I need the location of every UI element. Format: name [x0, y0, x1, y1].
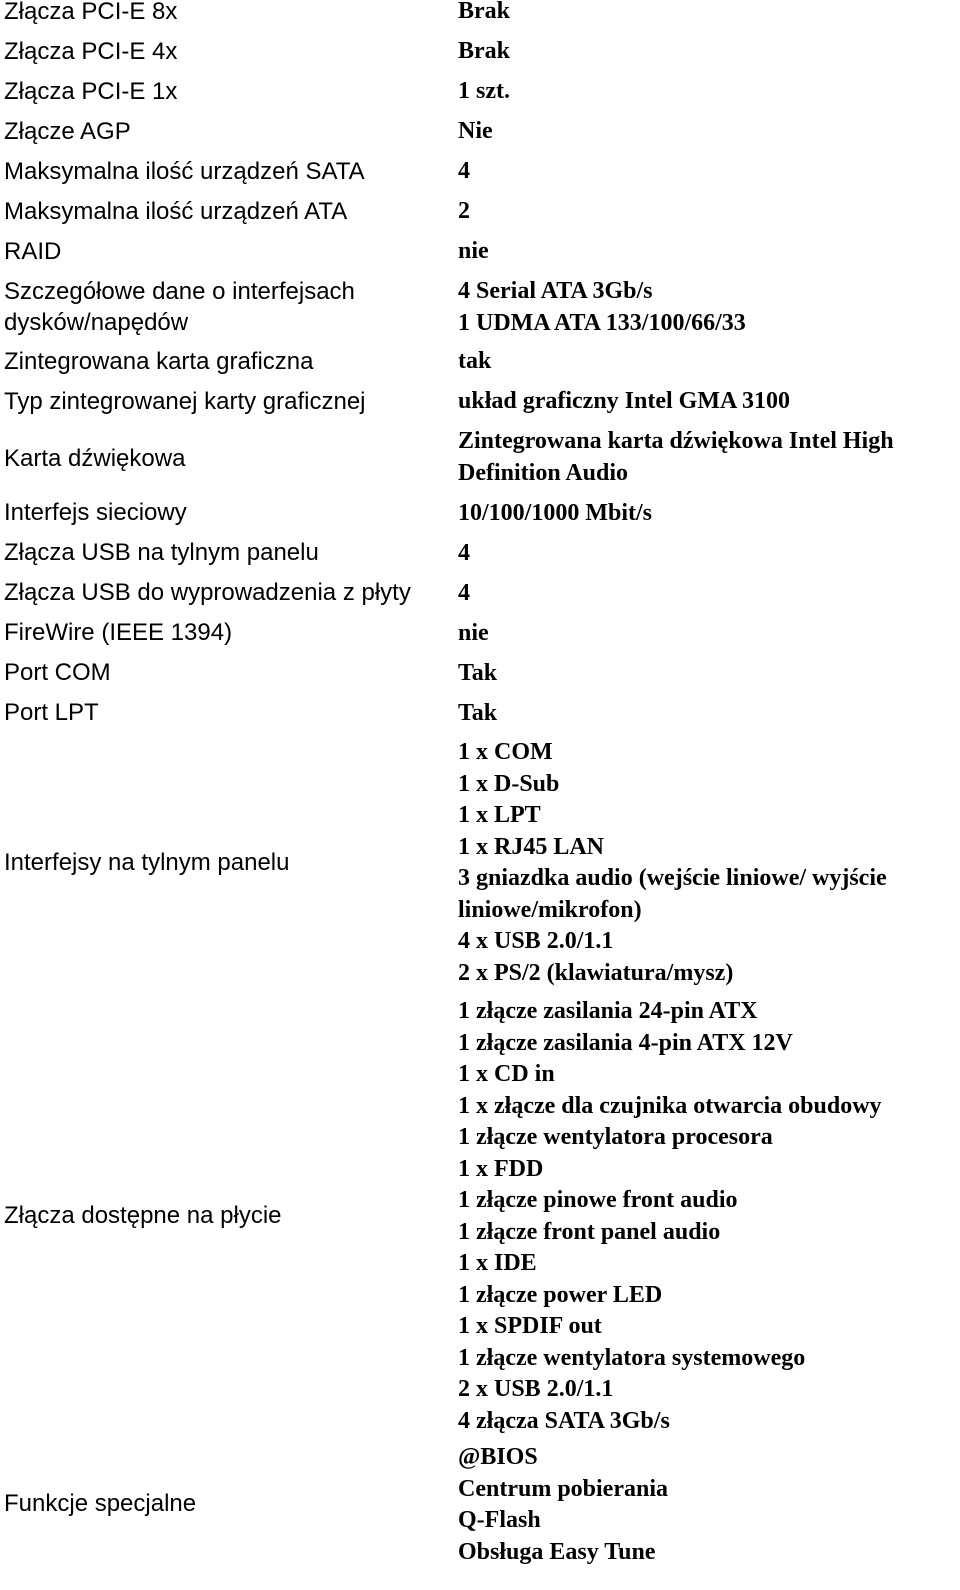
spec-value-line: Brak — [458, 38, 511, 64]
spec-value-line: Definition Audio — [458, 459, 629, 486]
spec-value-line: 1 x CD in — [458, 1061, 555, 1087]
spec-label: Port COM — [4, 659, 111, 686]
spec-value-line: 4 Serial ATA 3Gb/s — [458, 278, 653, 304]
spec-label-line: dysków/napędów — [4, 309, 189, 336]
spec-value — [458, 276, 746, 339]
spec-label: Złącza USB do wyprowadzenia z płyty — [4, 579, 411, 606]
spec-value — [458, 996, 882, 1437]
spec-label: RAID — [4, 238, 62, 265]
spec-value-line: układ graficzny Intel GMA 3100 — [458, 388, 791, 414]
spec-value-line: 1 x SPDIF out — [458, 1313, 602, 1339]
spec-value-line: 1 x LPT — [458, 802, 541, 828]
spec-value-line: 4 złącza SATA 3Gb/s — [458, 1407, 670, 1434]
spec-value-line: 4 — [458, 158, 470, 184]
spec-value — [458, 76, 510, 108]
spec-value — [458, 116, 493, 148]
spec-value-line: Brak — [458, 0, 511, 24]
spec-value-line: 1 złącze power LED — [458, 1281, 663, 1308]
spec-value-line: 1 x IDE — [458, 1250, 537, 1276]
spec-value-line: Tak — [458, 660, 498, 686]
spec-value — [458, 196, 470, 228]
spec-value — [458, 346, 491, 378]
spec-value-line: 1 złącze wentylatora procesora — [458, 1124, 773, 1150]
spec-value — [458, 1442, 668, 1568]
spec-label: Złącza PCI-E 8x — [4, 0, 178, 25]
spec-value-line: Q-Flash — [458, 1507, 541, 1533]
spec-value — [458, 0, 510, 28]
spec-value-line: nie — [458, 238, 489, 264]
spec-label: Interfejsy na tylnym panelu — [4, 849, 290, 876]
spec-value-line: 3 gniazdka audio (wejście liniowe/ wyjście — [458, 865, 887, 891]
spec-value-line: 1 x FDD — [458, 1155, 544, 1182]
spec-label: Złącza PCI-E 1x — [4, 78, 178, 105]
spec-value-line: 4 x USB 2.0/1.1 — [458, 928, 614, 954]
spec-label: Typ zintegrowanej karty graficznej — [4, 388, 366, 415]
spec-label: Interfejs sieciowy — [4, 499, 187, 526]
spec-value — [458, 36, 510, 68]
spec-value — [458, 737, 887, 989]
spec-value-line: 1 UDMA ATA 133/100/66/33 — [458, 309, 746, 336]
spec-label: Złącza USB na tylnym panelu — [4, 539, 319, 566]
spec-value — [458, 698, 497, 730]
spec-value-line: 10/100/1000 Mbit/s — [458, 500, 653, 526]
spec-value-line: 4 — [458, 580, 470, 606]
spec-label-line: Szczegółowe dane o interfejsach — [4, 278, 355, 305]
spec-value-line: Zintegrowana karta dźwiękowa Intel High — [458, 428, 894, 454]
spec-label: Złącza dostępne na płycie — [4, 1202, 282, 1229]
spec-value — [458, 658, 497, 690]
spec-value-line: 1 złącze wentylatora systemowego — [458, 1344, 806, 1371]
spec-label: Maksymalna ilość urządzeń ATA — [4, 198, 348, 225]
spec-value — [458, 236, 489, 268]
spec-value-line: 1 x złącze dla czujnika otwarcia obudowy — [458, 1092, 882, 1119]
spec-value-line: 1 x COM — [458, 739, 553, 765]
spec-value — [458, 156, 470, 188]
spec-value-line: 2 — [458, 198, 470, 224]
spec-label: Funkcje specjalne — [4, 1490, 197, 1517]
spec-value-line: nie — [458, 620, 489, 646]
spec-label: Złącze AGP — [4, 118, 131, 145]
spec-value-line: 1 x D-Sub — [458, 770, 560, 797]
spec-label: Złącza PCI-E 4x — [4, 38, 178, 65]
spec-value-line: liniowe/mikrofon) — [458, 896, 642, 923]
spec-value — [458, 498, 652, 530]
spec-value — [458, 618, 489, 650]
spec-value-line: 1 złącze front panel audio — [458, 1218, 721, 1245]
spec-value-line: tak — [458, 348, 492, 374]
spec-value-line: Nie — [458, 118, 493, 144]
spec-value-line: 4 — [458, 540, 470, 566]
spec-label: Zintegrowana karta graficzna — [4, 348, 314, 375]
spec-label: FireWire (IEEE 1394) — [4, 619, 233, 646]
spec-value-line: @BIOS — [458, 1444, 538, 1470]
spec-value-line: Tak — [458, 700, 498, 726]
spec-value-line: 2 x PS/2 (klawiatura/mysz) — [458, 959, 734, 986]
spec-label: Karta dźwiękowa — [4, 445, 186, 472]
spec-value-line: 1 x RJ45 LAN — [458, 833, 605, 860]
spec-value-line: 2 x USB 2.0/1.1 — [458, 1376, 614, 1402]
spec-value — [458, 426, 894, 489]
spec-value — [458, 538, 470, 570]
spec-value-line: 1 szt. — [458, 78, 510, 104]
spec-value-line: 1 złącze pinowe front audio — [458, 1187, 738, 1213]
spec-value-line: Obsługa Easy Tune — [458, 1538, 656, 1565]
spec-label — [4, 276, 355, 338]
spec-value — [458, 578, 470, 610]
spec-label: Port LPT — [4, 699, 99, 726]
spec-value — [458, 386, 790, 418]
spec-value-line: Centrum pobierania — [458, 1475, 668, 1502]
spec-value-line: 1 złącze zasilania 4-pin ATX 12V — [458, 1029, 793, 1056]
spec-value-line: 1 złącze zasilania 24-pin ATX — [458, 998, 758, 1024]
spec-label: Maksymalna ilość urządzeń SATA — [4, 158, 365, 185]
